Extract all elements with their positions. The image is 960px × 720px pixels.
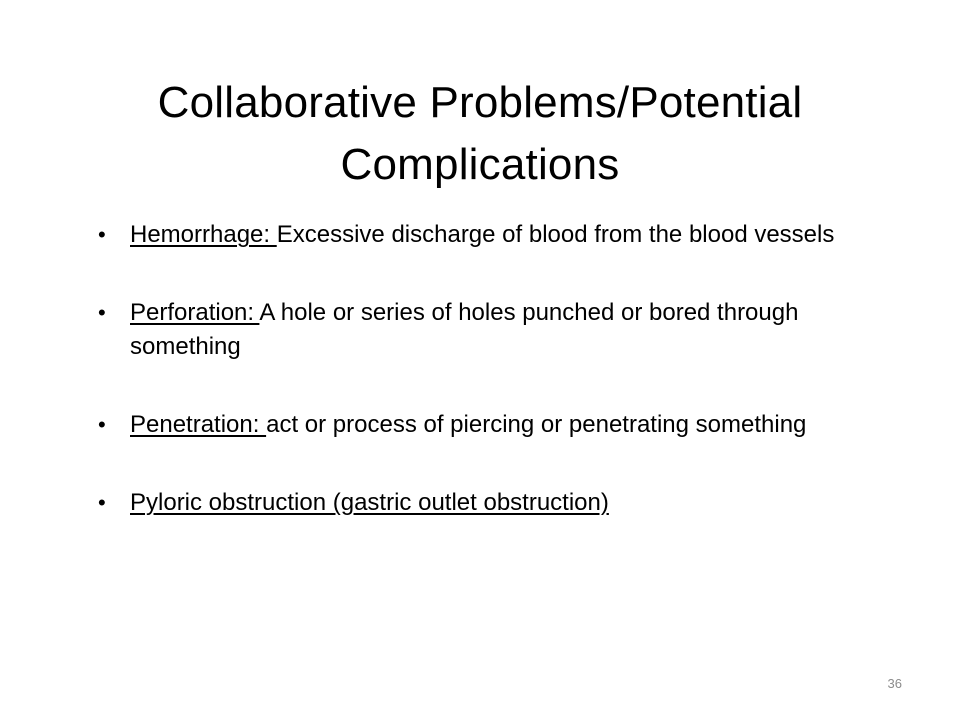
- bullet-icon: •: [98, 300, 106, 325]
- definition-text: act or process of piercing or penetrating something: [266, 411, 807, 438]
- slide-title: Collaborative Problems/Potential Complications: [157, 78, 803, 189]
- term-label: Hemorrhage:: [130, 221, 277, 248]
- bullet-item-penetration: [98, 408, 858, 442]
- bullet-icon: •: [98, 490, 106, 515]
- bullet-icon: •: [98, 412, 106, 437]
- definition-text: Excessive discharge of blood from the blood vessels: [276, 221, 835, 248]
- term-label: Penetration:: [130, 411, 267, 438]
- term-label: Perforation:: [130, 299, 260, 326]
- slide-number: 36: [887, 676, 902, 691]
- term-label: Pyloric obstruction (gastric outlet obstruction): [130, 489, 609, 516]
- bullet-item-perforation: [98, 296, 858, 364]
- definition-text: A hole or series of holes punched or bored through something: [130, 299, 799, 360]
- bullet-list: [98, 218, 858, 520]
- bullet-item-pyloric-obstruction: [98, 486, 858, 520]
- bullet-icon: •: [98, 222, 106, 247]
- bullet-item-hemorrhage: [98, 218, 858, 252]
